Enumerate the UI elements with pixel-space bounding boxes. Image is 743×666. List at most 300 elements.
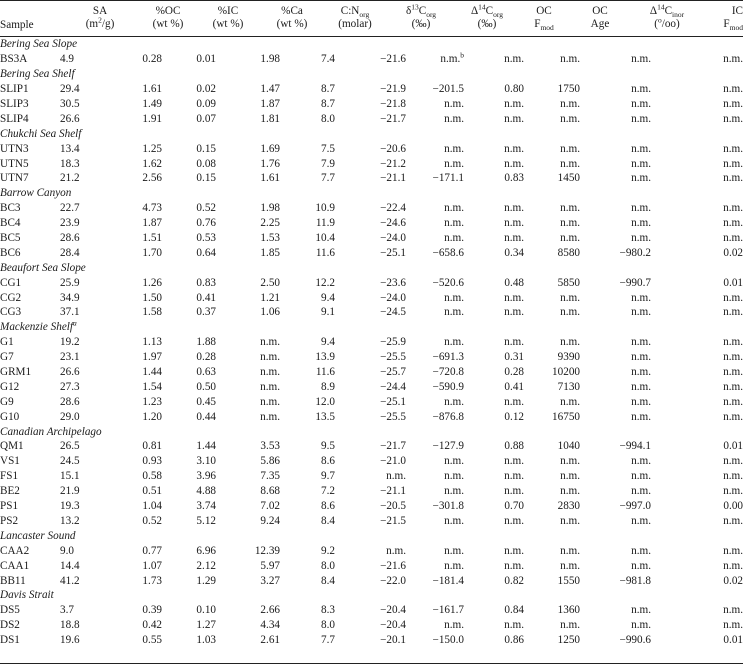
- cell-text: n.m.: [723, 544, 743, 557]
- cell-text: 1.50: [142, 291, 162, 304]
- value-cell: [478, 514, 534, 529]
- cell-text: CAA1: [0, 559, 30, 572]
- cell-text: n.m.: [560, 306, 580, 319]
- value-cell: [348, 156, 414, 171]
- cell-text: DS5: [0, 604, 20, 617]
- sample-id-cell: [0, 305, 60, 320]
- value-cell: [176, 543, 234, 558]
- cell-text: n.m.: [631, 232, 651, 245]
- value-cell: [663, 618, 743, 633]
- value-cell: [348, 365, 414, 380]
- cell-text: n.m.: [631, 619, 651, 632]
- value-cell: [348, 633, 414, 648]
- value-cell: [296, 97, 348, 112]
- cell-text: n.m.: [560, 544, 580, 557]
- cell-text: n.m.: [444, 232, 464, 245]
- value-cell: [588, 171, 663, 186]
- value-cell: [60, 394, 108, 409]
- value-cell: [176, 365, 234, 380]
- value-cell: [60, 245, 108, 260]
- cell-text: n.m.: [723, 380, 743, 393]
- value-cell: [234, 305, 296, 320]
- cell-text: n.m.: [260, 410, 280, 423]
- value-cell: [60, 201, 108, 216]
- cell-text: 13.2: [60, 514, 80, 527]
- value-cell: [478, 290, 534, 305]
- value-cell: [296, 618, 348, 633]
- sample-id-cell: [0, 469, 60, 484]
- cell-text: n.m.: [723, 306, 743, 319]
- value-cell: [234, 231, 296, 246]
- cell-text: 5850: [557, 276, 580, 289]
- cell-text: 0.34: [504, 246, 524, 259]
- cell-text: n.m.: [504, 98, 524, 110]
- cell-text: 0.77: [142, 544, 162, 557]
- footnote-marker: a: [73, 318, 77, 328]
- cell-text: 22.7: [60, 202, 80, 215]
- table-header: [0, 2, 743, 35]
- cell-text: n.m.: [560, 485, 580, 498]
- value-cell: [108, 82, 176, 97]
- cell-text: 18.8: [60, 619, 80, 632]
- value-cell: [478, 379, 534, 394]
- value-cell: [414, 394, 478, 409]
- value-cell: [663, 603, 743, 618]
- value-cell: [296, 409, 348, 424]
- cell-text: 1.61: [260, 172, 280, 185]
- value-cell: [234, 543, 296, 558]
- cell-text: −691.3: [432, 351, 464, 364]
- cell-text: n.m.: [444, 157, 464, 170]
- cell-text: 9390: [557, 351, 580, 364]
- cell-text: 0.28: [196, 351, 216, 364]
- cell-text: 9.1: [321, 306, 335, 319]
- cell-text: n.m.: [504, 306, 524, 319]
- cell-text: 0.28: [142, 53, 162, 66]
- cell-text: n.m.: [631, 53, 651, 66]
- value-cell: [588, 275, 663, 290]
- cell-text: n.m.: [504, 142, 524, 155]
- cell-text: n.m.: [723, 142, 743, 155]
- value-cell: [234, 201, 296, 216]
- cell-text: n.m.: [504, 455, 524, 468]
- cell-text: 1040: [557, 440, 580, 453]
- value-cell: [234, 156, 296, 171]
- value-cell: [108, 305, 176, 320]
- cell-text: G12: [0, 380, 20, 393]
- cell-text: 9.2: [321, 544, 335, 557]
- value-cell: [478, 141, 534, 156]
- cell-text: −20.1: [380, 634, 406, 647]
- top-rule: [0, 0, 743, 1]
- value-cell: [478, 633, 534, 648]
- value-cell: [348, 558, 414, 573]
- value-cell: [234, 499, 296, 514]
- value-cell: [296, 394, 348, 409]
- value-cell: [663, 469, 743, 484]
- value-cell: [478, 394, 534, 409]
- value-cell: [534, 111, 588, 126]
- group-label: [0, 260, 743, 275]
- value-cell: [478, 439, 534, 454]
- cell-text: UTN7: [0, 172, 29, 185]
- value-cell: [663, 543, 743, 558]
- value-cell: [60, 52, 108, 67]
- value-cell: [663, 573, 743, 588]
- value-cell: [663, 171, 743, 186]
- cell-text: 8.0: [321, 112, 335, 125]
- value-cell: [414, 141, 478, 156]
- value-cell: [414, 97, 478, 112]
- value-cell: [588, 543, 663, 558]
- cell-text: n.m.: [631, 514, 651, 527]
- sample-id-cell: [0, 231, 60, 246]
- cell-text: 7130: [557, 380, 580, 393]
- value-cell: [60, 365, 108, 380]
- value-cell: [60, 499, 108, 514]
- value-cell: [176, 618, 234, 633]
- value-cell: [414, 543, 478, 558]
- cell-text: CAA2: [0, 544, 30, 557]
- value-cell: [60, 633, 108, 648]
- cell-text: n.m.: [631, 83, 651, 96]
- sample-id-cell: [0, 52, 60, 67]
- cell-text: G7: [0, 351, 14, 364]
- cell-text: n.m.: [444, 217, 464, 230]
- header-D14c-org: [454, 2, 520, 31]
- value-cell: [534, 514, 588, 529]
- value-cell: [176, 305, 234, 320]
- cell-text: 9.4: [321, 336, 335, 349]
- header-oc-fmod-label: OC: [536, 5, 552, 17]
- cell-text: n.m.: [631, 157, 651, 170]
- cell-text: 28.4: [60, 246, 80, 259]
- cell-text: 16750: [552, 410, 580, 423]
- value-cell: [348, 394, 414, 409]
- value-cell: [414, 216, 478, 231]
- cell-text: n.m.: [560, 559, 580, 572]
- cell-text: 1.62: [142, 157, 162, 170]
- cell-text: n.m.: [444, 142, 464, 155]
- cell-text: 0.10: [196, 604, 216, 617]
- header-sa-unit: $(m^2/g)$: [85, 15, 115, 30]
- value-cell: [478, 216, 534, 231]
- value-cell: [588, 365, 663, 380]
- cell-text: 26.6: [60, 112, 80, 125]
- cell-text: n.m.: [631, 366, 651, 379]
- value-cell: [108, 603, 176, 618]
- cell-text: 13.5: [315, 410, 335, 423]
- value-cell: [234, 633, 296, 648]
- group-label-text: Mackenzie Shelf: [0, 321, 73, 334]
- cell-text: 8.9: [321, 380, 335, 393]
- cell-text: n.m.: [504, 202, 524, 215]
- cell-text: n.m.: [631, 112, 651, 125]
- cell-text: 2.66: [260, 604, 280, 617]
- cell-text: n.m.: [560, 395, 580, 408]
- cell-text: CG3: [0, 306, 22, 319]
- cell-text: 4.34: [260, 619, 280, 632]
- cell-text: n.m.: [631, 306, 651, 319]
- sample-id-cell: [0, 394, 60, 409]
- cell-text: 28.6: [60, 232, 80, 245]
- value-cell: [348, 484, 414, 499]
- value-cell: [588, 52, 663, 67]
- sample-id-cell: [0, 633, 60, 648]
- table-row: [0, 409, 743, 424]
- value-cell: [296, 543, 348, 558]
- header-D14c-inor-label: $\Delta^{14}C_{inor}$: [649, 2, 685, 20]
- header-ca-unit: (wt %): [276, 18, 308, 30]
- cell-text: DS1: [0, 634, 20, 647]
- cell-text: n.m.: [260, 351, 280, 364]
- value-cell: [663, 335, 743, 350]
- value-cell: [348, 97, 414, 112]
- header-ic-fmod: [711, 5, 743, 31]
- cell-text: n.m.: [260, 380, 280, 393]
- cell-text: n.m.: [444, 455, 464, 468]
- value-cell: [348, 618, 414, 633]
- header-oc-age: [574, 5, 626, 31]
- value-cell: [534, 365, 588, 380]
- value-cell: [588, 305, 663, 320]
- value-cell: [296, 245, 348, 260]
- value-cell: [108, 52, 176, 67]
- table-group-row: [0, 528, 743, 543]
- value-cell: [534, 171, 588, 186]
- value-cell: [588, 156, 663, 171]
- value-cell: [534, 290, 588, 305]
- value-cell: [176, 97, 234, 112]
- cell-text: n.m.: [631, 559, 651, 572]
- value-cell: [296, 454, 348, 469]
- cell-text: 7.7: [321, 172, 335, 185]
- cell-text: n.m.: [444, 112, 464, 125]
- cell-text: 24.5: [60, 455, 80, 468]
- cell-text: 9.5: [321, 440, 335, 453]
- cell-text: 11.6: [315, 366, 335, 379]
- cell-text: 25.9: [60, 276, 80, 289]
- cell-text: −24.0: [380, 291, 406, 304]
- value-cell: [296, 216, 348, 231]
- value-cell: [478, 171, 534, 186]
- cell-text: −25.5: [380, 351, 406, 364]
- value-cell: [414, 290, 478, 305]
- value-cell: [588, 231, 663, 246]
- cell-text: −23.6: [380, 276, 406, 289]
- header-sa: [70, 5, 130, 31]
- value-cell: [296, 350, 348, 365]
- value-cell: [588, 573, 663, 588]
- cell-text: n.m.: [444, 395, 464, 408]
- value-cell: [234, 216, 296, 231]
- value-cell: [663, 439, 743, 454]
- value-cell: [60, 514, 108, 529]
- value-cell: [663, 97, 743, 112]
- cell-text: −21.9: [380, 83, 406, 96]
- cell-text: −21.8: [380, 98, 406, 110]
- cell-text: n.m.: [504, 559, 524, 572]
- value-cell: [663, 82, 743, 97]
- value-cell: [348, 201, 414, 216]
- cell-text: n.m.: [723, 619, 743, 632]
- value-cell: [478, 603, 534, 618]
- value-cell: [108, 156, 176, 171]
- cell-text: n.m.: [723, 514, 743, 527]
- value-cell: [296, 111, 348, 126]
- cell-text: −21.6: [380, 53, 406, 66]
- value-cell: [348, 603, 414, 618]
- value-cell: [296, 305, 348, 320]
- cell-text: 1.26: [142, 276, 162, 289]
- value-cell: [176, 499, 234, 514]
- table-row: [0, 469, 743, 484]
- value-cell: [534, 305, 588, 320]
- cell-text: 2.25: [260, 217, 280, 230]
- cell-text: 29.0: [60, 410, 80, 423]
- value-cell: [176, 216, 234, 231]
- value-cell: [478, 573, 534, 588]
- header-D14c-inor: [632, 2, 702, 31]
- cell-text: 1.25: [142, 142, 162, 155]
- cell-text: n.m.: [560, 53, 580, 66]
- value-cell: [348, 231, 414, 246]
- value-cell: [588, 514, 663, 529]
- header-d13c: [388, 2, 454, 31]
- group-label-text: Davis Strait: [0, 589, 54, 602]
- cell-text: CG2: [0, 291, 22, 304]
- cell-text: n.m.: [444, 559, 464, 572]
- cell-text: 0.00: [723, 500, 743, 513]
- cell-text: n.m.: [560, 157, 580, 170]
- cell-text: 0.41: [504, 380, 524, 393]
- sample-id-cell: [0, 379, 60, 394]
- cell-text: 41.2: [60, 574, 80, 587]
- value-cell: [348, 514, 414, 529]
- header-ic-fmod-unit: $F_{mod}$: [723, 18, 743, 33]
- cell-text: BC6: [0, 246, 21, 259]
- value-cell: [108, 469, 176, 484]
- header-oc-label: %OC: [155, 5, 181, 17]
- value-cell: [60, 558, 108, 573]
- cell-text: 18.3: [60, 157, 80, 170]
- cell-text: n.m.: [260, 336, 280, 349]
- group-label: [0, 588, 743, 603]
- header-ca: [262, 5, 322, 31]
- cell-text: 8.6: [321, 500, 335, 513]
- cell-text: n.m.: [560, 142, 580, 155]
- value-cell: [296, 290, 348, 305]
- value-cell: [588, 290, 663, 305]
- value-cell: [234, 335, 296, 350]
- value-cell: [478, 97, 534, 112]
- cell-text: n.m.: [631, 351, 651, 364]
- table-row: [0, 305, 743, 320]
- cell-text: n.m.: [444, 336, 464, 349]
- value-cell: [414, 171, 478, 186]
- cell-text: 0.52: [142, 514, 162, 527]
- value-cell: [176, 111, 234, 126]
- value-cell: [296, 275, 348, 290]
- value-cell: [60, 618, 108, 633]
- cell-text: n.m.: [631, 410, 651, 423]
- table-row: [0, 216, 743, 231]
- value-cell: [234, 558, 296, 573]
- value-cell: [534, 216, 588, 231]
- value-cell: [478, 618, 534, 633]
- header-D14c-org-label: $\Delta^{14}C_{org}$: [470, 2, 504, 20]
- value-cell: [478, 558, 534, 573]
- cell-text: 1.87: [260, 98, 280, 110]
- header-D14c-inor-unit: ($^o$/oo): [654, 15, 680, 30]
- value-cell: [176, 335, 234, 350]
- table-group-row: [0, 126, 743, 141]
- value-cell: [234, 603, 296, 618]
- cell-text: 0.01: [723, 276, 743, 289]
- sample-id-cell: [0, 454, 60, 469]
- cell-text: 1.47: [260, 83, 280, 96]
- cell-text: 0.39: [142, 604, 162, 617]
- value-cell: [108, 350, 176, 365]
- value-cell: [663, 305, 743, 320]
- sample-id-cell: [0, 558, 60, 573]
- value-cell: [60, 275, 108, 290]
- value-cell: [108, 141, 176, 156]
- table-row: [0, 141, 743, 156]
- table-row: [0, 365, 743, 380]
- value-cell: [588, 558, 663, 573]
- cell-text: 8.4: [321, 574, 335, 587]
- cell-text: n.m.: [440, 53, 461, 66]
- cell-text: 30.5: [60, 98, 80, 110]
- value-cell: [108, 245, 176, 260]
- cell-text: 3.96: [196, 470, 216, 483]
- value-cell: [234, 484, 296, 499]
- cell-text: n.m.: [504, 157, 524, 170]
- cell-text: 7.7: [321, 634, 335, 647]
- value-cell: [296, 379, 348, 394]
- value-cell: [534, 454, 588, 469]
- value-cell: [534, 543, 588, 558]
- value-cell: [348, 499, 414, 514]
- header-cn: [322, 5, 388, 31]
- value-cell: [234, 290, 296, 305]
- value-cell: [414, 439, 478, 454]
- cell-text: 0.52: [196, 202, 216, 215]
- cell-text: n.m.: [386, 544, 406, 557]
- value-cell: [108, 484, 176, 499]
- footnote-marker: b: [460, 50, 464, 60]
- value-cell: [234, 52, 296, 67]
- cell-text: n.m.: [504, 291, 524, 304]
- cell-text: 28.6: [60, 395, 80, 408]
- table-row: [0, 394, 743, 409]
- cell-text: n.m.: [631, 470, 651, 483]
- cell-text: 12.0: [315, 395, 335, 408]
- header-oc-unit: (wt %): [152, 18, 184, 30]
- cell-text: n.m.: [631, 142, 651, 155]
- cell-text: −25.1: [380, 246, 406, 259]
- value-cell: [108, 171, 176, 186]
- value-cell: [663, 409, 743, 424]
- value-cell: [296, 52, 348, 67]
- cell-text: DS2: [0, 619, 20, 632]
- cell-text: n.m.: [631, 544, 651, 557]
- value-cell: [534, 245, 588, 260]
- value-cell: [108, 394, 176, 409]
- value-cell: [478, 305, 534, 320]
- cell-text: 0.76: [196, 217, 216, 230]
